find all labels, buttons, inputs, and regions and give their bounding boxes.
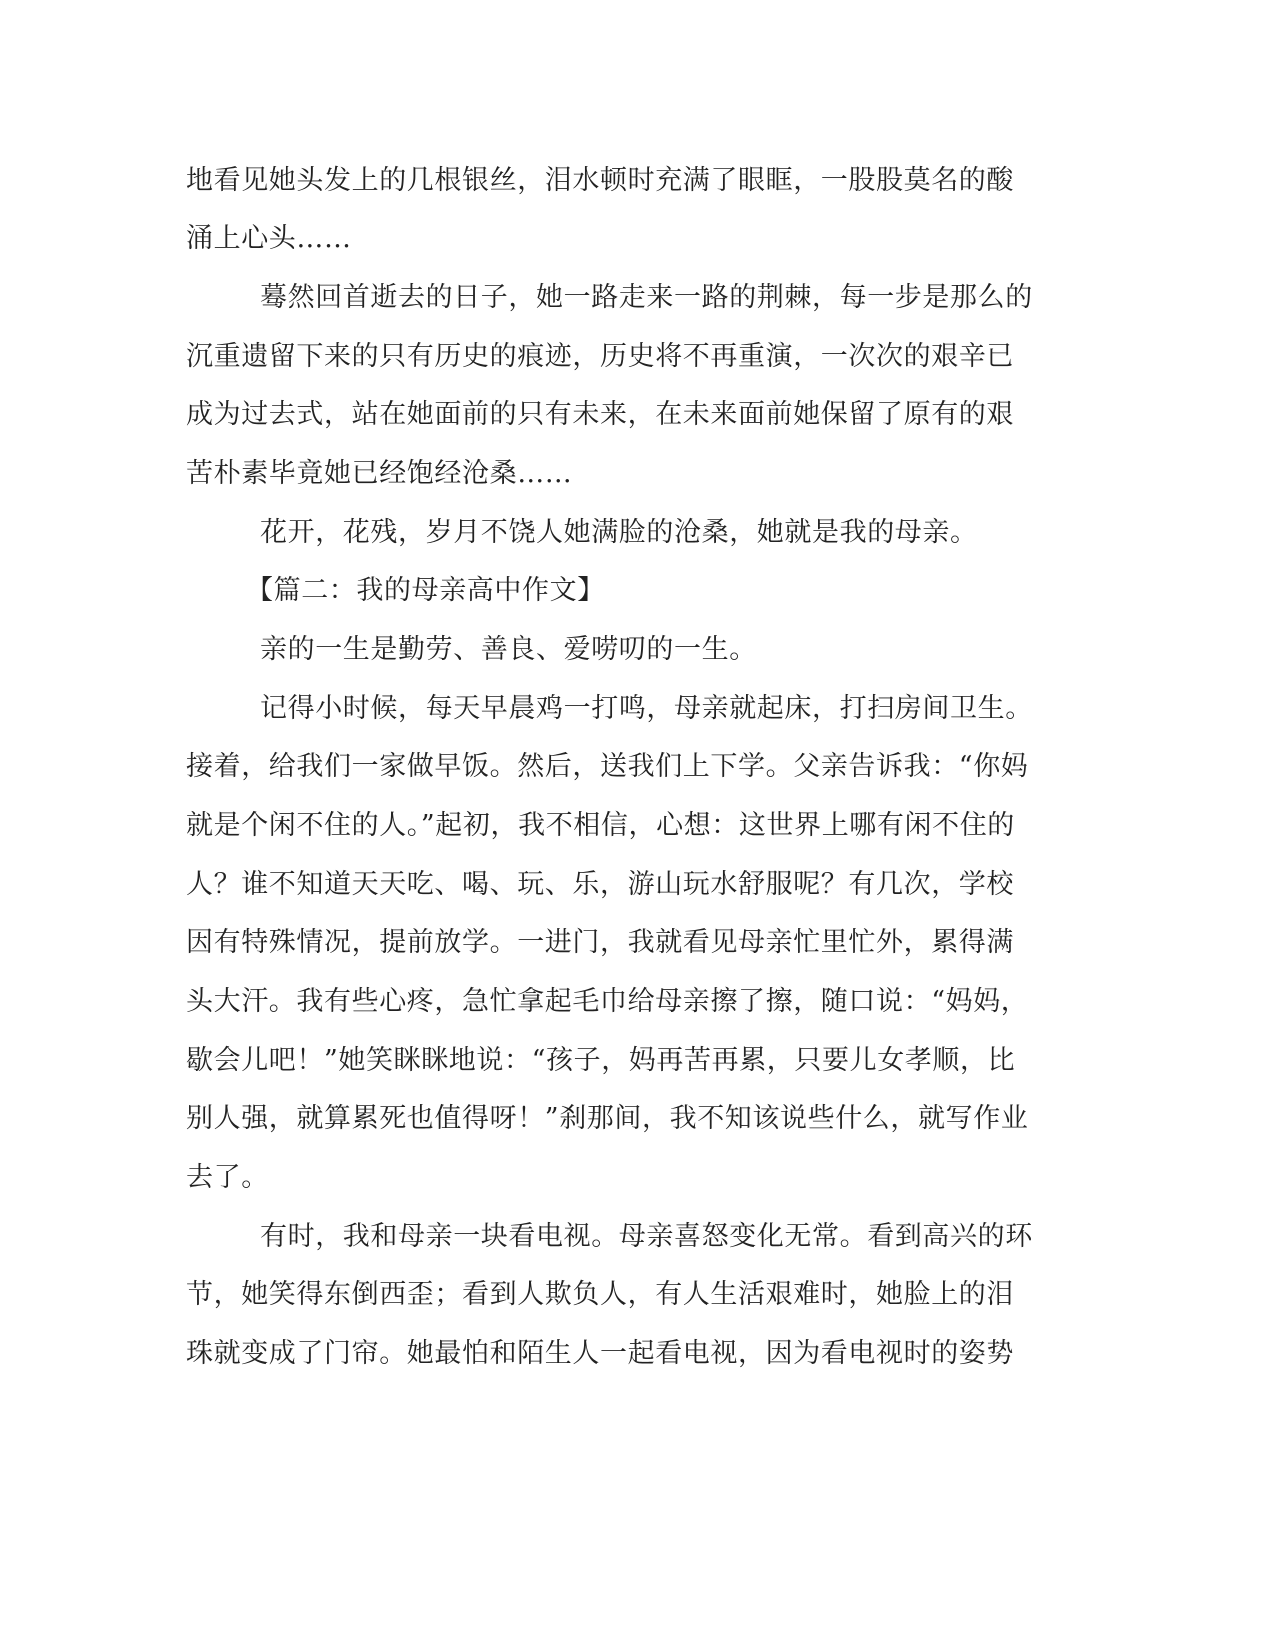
text-line: 就是个闲不住的人。”起初，我不相信，心想：这世界上哪有闲不住的 <box>186 810 1015 841</box>
text-line: 沉重遗留下来的只有历史的痕迹，历史将不再重演，一次次的艰辛已 <box>186 341 1014 372</box>
text-line: 苦朴素毕竟她已经饱经沧桑…… <box>186 458 573 489</box>
text-line: 别人强，就算累死也值得呀！”刹那间，我不知该说些什么，就写作业 <box>186 1103 1029 1134</box>
text-line: 接着，给我们一家做早饭。然后，送我们上下学。父亲告诉我：“你妈 <box>186 751 1029 782</box>
text-line: 节，她笑得东倒西歪；看到人欺负人，有人生活艰难时，她脸上的泪 <box>186 1279 1014 1310</box>
text-line: 头大汗。我有些心疼，急忙拿起毛巾给母亲擦了擦，随口说：“妈妈， <box>186 986 1029 1017</box>
text-line: 歇会儿吧！”她笑眯眯地说：“孩子，妈再苦再累，只要儿女孝顺，比 <box>186 1045 1016 1076</box>
text-line: 涌上心头…… <box>186 223 352 254</box>
text-line: 地看见她头发上的几根银丝，泪水顿时充满了眼眶，一股股莫名的酸 <box>186 165 1014 196</box>
paragraph-start: 有时，我和母亲一块看电视。母亲喜怒变化无常。看到高兴的环 <box>260 1221 1033 1252</box>
section-heading: 【篇二：我的母亲高中作文】 <box>246 575 605 606</box>
text-line: 因有特殊情况，提前放学。一进门，我就看见母亲忙里忙外，累得满 <box>186 927 1014 958</box>
paragraph-start: 亲的一生是勤劳、善良、爱唠叨的一生。 <box>260 634 757 665</box>
text-line: 珠就变成了门帘。她最怕和陌生人一起看电视，因为看电视时的姿势 <box>186 1338 1014 1369</box>
paragraph-start: 记得小时候，每天早晨鸡一打鸣，母亲就起床，打扫房间卫生。 <box>260 693 1033 724</box>
text-line: 人？谁不知道天天吃、喝、玩、乐，游山玩水舒服呢？有几次，学校 <box>186 869 1014 900</box>
text-line: 成为过去式，站在她面前的只有未来，在未来面前她保留了原有的艰 <box>186 399 1014 430</box>
text-line: 去了。 <box>186 1162 269 1193</box>
paragraph-start: 花开，花残，岁月不饶人她满脸的沧桑，她就是我的母亲。 <box>260 517 978 548</box>
paragraph-start: 蓦然回首逝去的日子，她一路走来一路的荆棘，每一步是那么的 <box>260 282 1033 313</box>
